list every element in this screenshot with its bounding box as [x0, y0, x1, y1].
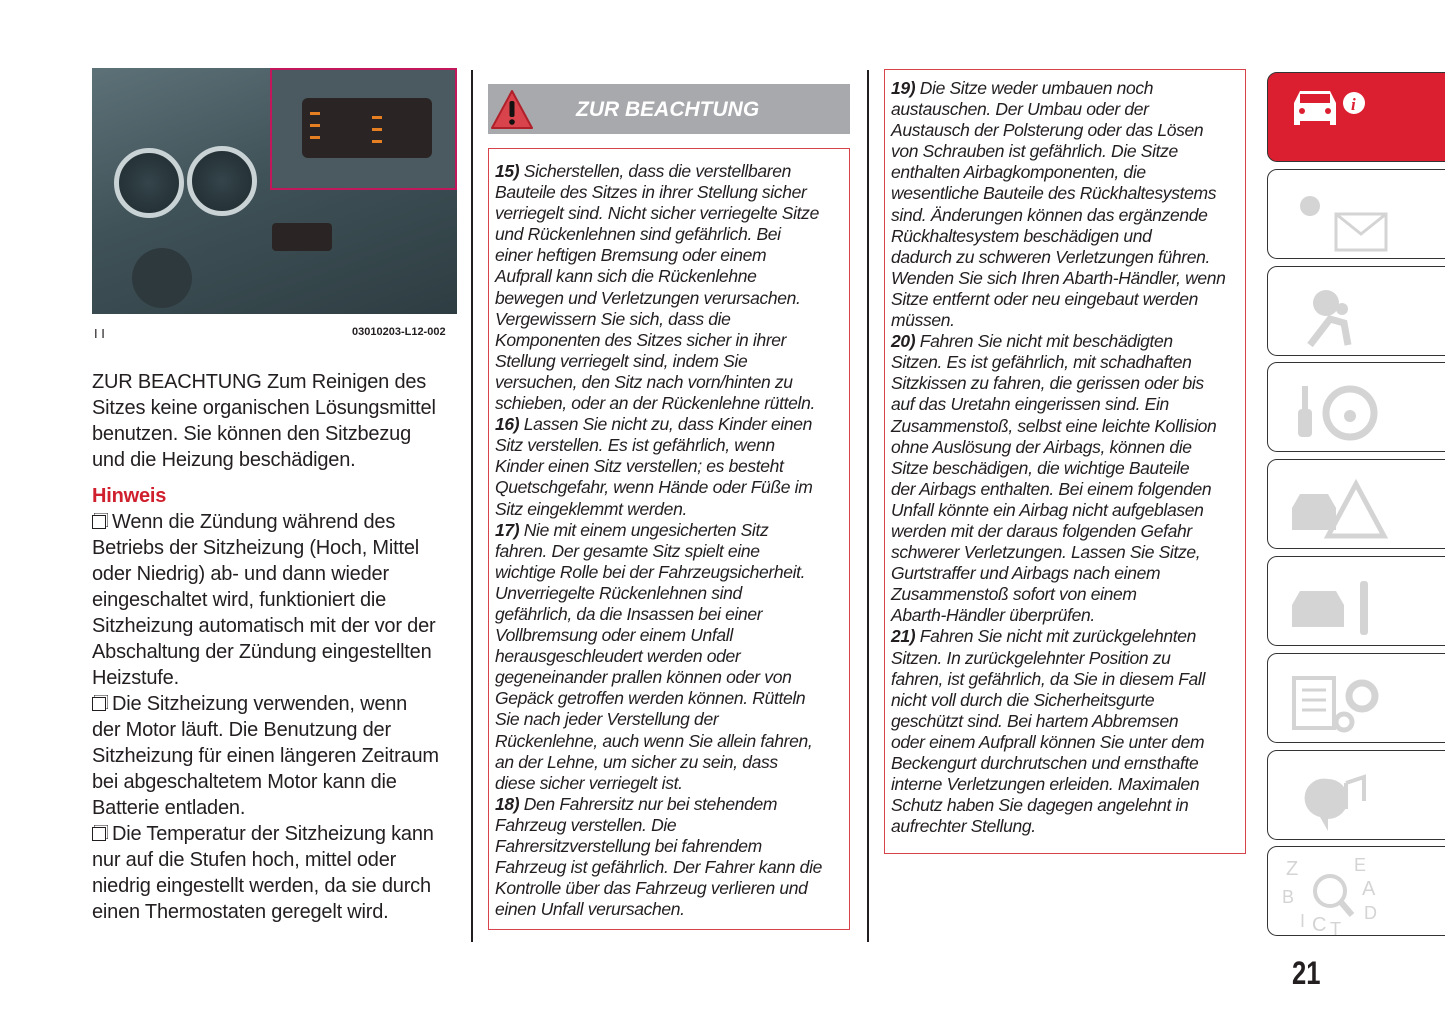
note-line	[495, 731, 849, 752]
bullet-item-line	[92, 613, 462, 639]
line-text: eingeschaltet wird, funktioniert die	[92, 589, 387, 611]
line-text: Sitzheizung für einen längeren Zeitraum	[92, 745, 439, 767]
note-line	[891, 99, 1245, 120]
note-line	[891, 458, 1245, 479]
note-text: Bauteile des Sitzes in ihrer Stellung sicher	[495, 182, 807, 203]
note-number: 17)	[495, 519, 520, 540]
note-line	[891, 732, 1245, 753]
note-text: Vergewissern Sie sich, dass die	[495, 308, 731, 329]
svg-text:A: A	[1362, 878, 1376, 901]
note-text: und Rückenlehnen sind gefährlich. Bei	[495, 224, 781, 245]
note-text: schwerer Verletzungen. Lassen Sie Sitze,	[891, 542, 1201, 563]
note-line	[891, 183, 1245, 204]
checkbox-bullet-icon	[92, 515, 106, 529]
chapter-tab-1[interactable]	[1267, 72, 1445, 162]
note-line	[495, 288, 849, 309]
note-text: wesentliche Bauteile des Rückhaltesystems	[891, 183, 1217, 204]
note-line	[891, 500, 1245, 521]
svg-text:D: D	[1364, 903, 1377, 924]
warning-header	[488, 84, 850, 134]
note-line	[891, 289, 1245, 310]
warning-light-message-icon	[1280, 178, 1390, 258]
note-text: Schutz haben Sie dagegen angelehnt in	[891, 795, 1189, 816]
note-line	[495, 667, 849, 688]
note-text: Sitz eingeklemmt werden.	[495, 498, 687, 519]
note-text: Zusammenstoß sofort von einem	[891, 584, 1137, 605]
note-line	[495, 541, 849, 562]
hinweis-heading: Hinweis	[92, 485, 167, 507]
svg-text:C: C	[1312, 914, 1327, 936]
note-text: Austausch der Polsterung oder das Lösen	[891, 120, 1204, 141]
note-text: Gepäck getroffen werden können. Rütteln	[495, 688, 806, 709]
note-text: Komponenten des Sitzes sicher in ihrer	[495, 329, 787, 350]
bullet-item-line	[92, 717, 462, 743]
note-line	[495, 309, 849, 330]
note-text: Zusammenstoß, selbst eine leichte Kollision	[891, 415, 1217, 436]
note-line	[891, 563, 1245, 584]
note-line	[891, 205, 1245, 226]
figure-code: 03010203-L12-002	[352, 326, 446, 338]
note-line	[891, 711, 1245, 732]
line-text: Heizstufe.	[92, 667, 179, 689]
note-line	[891, 669, 1245, 690]
note-line	[495, 520, 849, 541]
note-line	[891, 247, 1245, 268]
note-text: fahren, ist gefährlich, da Sie in diesem Fall	[891, 668, 1205, 689]
note-text: gegeneinander prallen können oder von	[495, 667, 792, 688]
note-line	[495, 182, 849, 203]
bullet-item-line	[92, 821, 462, 847]
note-line	[891, 120, 1245, 141]
intro-line: Sitzes keine organischen Lösungsmittel	[92, 397, 436, 419]
note-line	[495, 688, 849, 709]
note-text: Sitzkissen zu fahren, die gerissen oder bis	[891, 373, 1204, 394]
note-text: Aufprall kann sich die Rückenlehne	[495, 266, 757, 287]
note-line	[495, 878, 849, 899]
line-text: der Motor läuft. Die Benutzung der	[92, 719, 391, 741]
note-text: herausgeschleudert werden oder	[495, 646, 741, 667]
warning-notes-box-continued	[884, 69, 1246, 854]
bullet-item-line	[92, 691, 462, 717]
note-text: Wenden Sie sich Ihren Abarth-Händler, wenn	[891, 267, 1226, 288]
line-text: Sitzheizung automatisch mit der vor der	[92, 615, 436, 637]
note-text: austauschen. Der Umbau oder der	[891, 99, 1149, 120]
note-text: Fahren Sie nicht mit beschädigten	[919, 331, 1173, 352]
note-text: Fahrersitzverstellung bei fahrendem	[495, 836, 762, 856]
note-line	[495, 794, 849, 815]
note-line	[891, 226, 1245, 247]
chapter-tab-4[interactable]	[1267, 362, 1445, 452]
note-text: enthalten Airbagkomponenten, die	[891, 162, 1146, 183]
note-text: Abarth-Händler überprüfen.	[891, 605, 1095, 626]
technical-data-icon	[1280, 662, 1390, 742]
note-text: verriegelt sind. Nicht sicher verriegelte Sitze	[495, 203, 819, 224]
note-number: 20)	[891, 331, 916, 352]
note-line	[495, 562, 849, 583]
column-divider	[867, 70, 869, 942]
note-text: versuchen, den Sitz nach vorn/hinten zu	[495, 371, 793, 392]
note-line	[891, 437, 1245, 458]
left-column-text	[92, 369, 462, 925]
note-text: von Schrauben ist gefährlich. Die Sitze	[891, 141, 1178, 162]
note-line	[495, 351, 849, 372]
note-number: 18)	[495, 793, 520, 814]
note-line	[495, 499, 849, 520]
line-text: Betriebs der Sitzheizung (Hoch, Mittel	[92, 537, 419, 559]
note-text: an der Lehne, um sicher zu sein, dass	[495, 751, 778, 772]
note-text: Die Sitze weder umbauen noch	[919, 78, 1154, 98]
note-text: Vollbremsung oder einem Unfall	[495, 625, 733, 646]
note-text: einer heftigen Bremsung oder einem	[495, 245, 767, 266]
note-text: Rückhaltesystem beschädigen und	[891, 225, 1152, 246]
line-text: einen Thermostaten geregelt wird.	[92, 901, 389, 923]
chapter-tab-5[interactable]	[1267, 459, 1445, 549]
seat-heater-switch-detail	[270, 68, 457, 190]
note-number: 19)	[891, 78, 916, 98]
page-number: 21	[1292, 955, 1321, 991]
figure-label: I I	[94, 326, 105, 341]
note-text: auf das Uretahn eingerissen sind. Ein	[891, 394, 1169, 415]
warning-triangle-icon	[490, 88, 534, 132]
note-text: oder einem Aufprall können Sie unter dem	[891, 731, 1205, 752]
airbag-seatbelt-icon	[1280, 275, 1390, 355]
note-text: fahren. Der gesamte Sitz spielt eine	[495, 540, 760, 561]
note-line	[891, 373, 1245, 394]
note-line	[495, 245, 849, 266]
note-line	[891, 268, 1245, 289]
line-text: Batterie entladen.	[92, 797, 246, 819]
note-text: gefährlich, da die Insassen bei einer	[495, 603, 763, 624]
note-text: einen Unfall verursachen.	[495, 899, 685, 920]
note-line	[891, 331, 1245, 352]
svg-text:Z: Z	[1286, 858, 1299, 881]
bullet-item-line	[92, 561, 462, 587]
chapter-tab-3[interactable]	[1267, 266, 1445, 356]
note-text: Unfall könnte ein Airbag nicht aufgeblasen	[891, 499, 1204, 520]
note-line	[495, 604, 849, 625]
note-text: werden mit der daraus folgenden Gefahr	[891, 520, 1192, 541]
note-text: wichtige Rolle bei der Fahrzeugsicherheit.	[495, 561, 806, 582]
note-line	[891, 78, 1245, 99]
note-line	[495, 857, 849, 878]
intro-line: und die Heizung beschädigen.	[92, 449, 356, 471]
intro-line: benutzen. Sie können den Sitzbezug	[92, 423, 412, 445]
note-line	[891, 774, 1245, 795]
note-line	[495, 477, 849, 498]
car-info-icon	[1280, 81, 1390, 161]
note-line	[495, 752, 849, 773]
note-line	[495, 266, 849, 287]
note-text: Gurtstraffer und Airbags nach einem	[891, 563, 1161, 584]
bullet-item-line	[92, 639, 462, 665]
note-line	[891, 394, 1245, 415]
note-line	[891, 648, 1245, 669]
note-line	[891, 542, 1245, 563]
line-text: nur auf die Stufen hoch, mittel oder	[92, 849, 397, 871]
note-line	[891, 816, 1245, 837]
note-line	[495, 330, 849, 351]
note-text: Fahrzeug ist gefährlich. Der Fahrer kann die	[495, 857, 822, 878]
note-text: müssen.	[891, 310, 955, 331]
note-line	[495, 773, 849, 794]
bullet-item-line	[92, 665, 462, 691]
note-line	[495, 203, 849, 224]
note-line	[495, 583, 849, 604]
line-text: niedrig eingestellt werden, da sie durch	[92, 875, 431, 897]
bullet-item-line	[92, 873, 462, 899]
note-line	[891, 521, 1245, 542]
note-text: ohne Auslösung der Airbags, können die	[891, 436, 1192, 457]
note-text: Fahrzeug verstellen. Die	[495, 814, 677, 835]
note-text: diese sicher verriegelt ist.	[495, 772, 683, 793]
note-text: bewegen und Verletzungen verursachen.	[495, 287, 801, 308]
checkbox-bullet-icon	[92, 697, 106, 711]
chapter-tab-9[interactable]	[1267, 846, 1445, 936]
note-text: Sitze beschädigen, die wichtige Bauteile	[891, 457, 1190, 478]
bullet-item-line	[92, 847, 462, 873]
bullet-item-line	[92, 769, 462, 795]
note-line	[891, 690, 1245, 711]
bullet-item-line	[92, 899, 462, 925]
svg-text:E: E	[1354, 855, 1367, 876]
note-text: Sitzen. Es ist gefährlich, mit schadhaften	[891, 352, 1192, 373]
note-line	[495, 161, 849, 182]
note-text: Lassen Sie nicht zu, dass Kinder einen	[523, 414, 813, 435]
line-text: oder Niedrig) ab- und dann wieder	[92, 563, 389, 585]
note-line	[495, 435, 849, 456]
note-text: Sicherstellen, dass die verstellbaren	[523, 161, 791, 181]
note-line	[891, 795, 1245, 816]
note-text: dadurch zu schweren Verletzungen führen.	[891, 246, 1211, 267]
bullet-item-line	[92, 587, 462, 613]
key-steering-wheel-icon	[1280, 371, 1390, 451]
note-text: Unverriegelte Rückenlehnen sind	[495, 582, 742, 603]
line-text: Wenn die Zündung während des	[112, 511, 396, 533]
note-text: Nie mit einem ungesicherten Sitz	[523, 519, 769, 540]
note-number: 21)	[891, 626, 916, 647]
note-text: Sitze entfernt oder neu eingebaut werden	[891, 288, 1199, 309]
note-text: Sitz verstellen. Es ist gefährlich, wenn	[495, 435, 775, 456]
chapter-tab-6[interactable]	[1267, 556, 1445, 646]
multimedia-icon	[1280, 759, 1390, 839]
bullet-item-line	[92, 535, 462, 561]
car-emergency-icon	[1280, 468, 1390, 548]
line-text: bei abgeschaltetem Motor kann die	[92, 771, 397, 793]
chapter-tab-7[interactable]	[1267, 653, 1445, 743]
note-line	[891, 310, 1245, 331]
note-number: 15)	[495, 161, 520, 181]
note-line	[891, 626, 1245, 647]
note-text: Beckengurt durchrutschen und ernsthafte	[891, 753, 1199, 773]
note-line	[891, 416, 1245, 437]
note-text: Sitzen. In zurückgelehnter Position zu	[891, 647, 1171, 668]
note-line	[495, 414, 849, 435]
note-text: interne Verletzungen erleiden. Maximalen	[891, 774, 1200, 795]
intro-line: ZUR BEACHTUNG Zum Reinigen des	[92, 371, 427, 393]
note-text: Kinder einen Sitz verstellen; es besteht	[495, 456, 784, 477]
note-line	[495, 625, 849, 646]
svg-text:T: T	[1330, 919, 1341, 936]
note-text: Fahren Sie nicht mit zurückgelehnten	[919, 626, 1197, 647]
note-line	[495, 372, 849, 393]
note-line	[495, 815, 849, 836]
note-line	[891, 605, 1245, 626]
note-line	[495, 646, 849, 667]
note-text: Rückenlehne, auch wenn Sie allein fahren,	[495, 730, 813, 751]
note-text: Kontrolle über das Fahrzeug verlieren und	[495, 878, 808, 899]
note-line	[891, 141, 1245, 162]
note-number: 16)	[495, 414, 520, 435]
note-line	[891, 479, 1245, 500]
note-line	[495, 836, 849, 857]
note-text: Sie nach jeder Verstellung der	[495, 709, 719, 730]
bullet-item-line	[92, 795, 462, 821]
chapter-tab-8[interactable]	[1267, 750, 1445, 840]
warning-notes-box	[488, 148, 850, 930]
note-text: nicht voll durch die Sicherheitsgurte	[891, 689, 1155, 710]
note-text: Quetschgefahr, wenn Hände oder Füße im	[495, 477, 813, 498]
note-line	[495, 456, 849, 477]
line-text: Die Temperatur der Sitzheizung kann	[112, 823, 434, 845]
note-text: der Airbags enthalten. Bei einem folgenden	[891, 478, 1212, 499]
note-line	[495, 224, 849, 245]
car-maintenance-icon	[1280, 565, 1390, 645]
warning-title: ZUR BEACHTUNG	[576, 98, 760, 121]
alphabetical-index-icon	[1280, 855, 1390, 935]
note-line	[891, 753, 1245, 774]
svg-text:B: B	[1282, 887, 1295, 908]
note-line	[495, 899, 849, 920]
line-text: Abschaltung der Zündung eingestellten	[92, 641, 432, 663]
checkbox-bullet-icon	[92, 827, 106, 841]
column-divider	[471, 70, 473, 942]
bullet-item-line	[92, 743, 462, 769]
svg-text:I: I	[1300, 911, 1306, 932]
note-line	[495, 709, 849, 730]
note-text: Den Fahrersitz nur bei stehendem	[523, 793, 778, 814]
line-text: Die Sitzheizung verwenden, wenn	[112, 693, 408, 715]
bullet-item-line	[92, 509, 462, 535]
note-text: aufrechter Stellung.	[891, 816, 1036, 837]
note-line	[891, 162, 1245, 183]
note-line	[891, 352, 1245, 373]
chapter-tab-2[interactable]	[1267, 169, 1445, 259]
svg-text:i: i	[1351, 95, 1356, 114]
note-line	[891, 584, 1245, 605]
note-text: Stellung verriegelt sind, indem Sie	[495, 350, 748, 371]
note-text: sind. Änderungen können das ergänzende	[891, 204, 1208, 225]
note-text: schieben, oder an der Rückenlehne rütteln.	[495, 393, 815, 414]
note-line	[495, 393, 849, 414]
note-text: geschützt sind. Bei hartem Abbremsen	[891, 710, 1179, 731]
